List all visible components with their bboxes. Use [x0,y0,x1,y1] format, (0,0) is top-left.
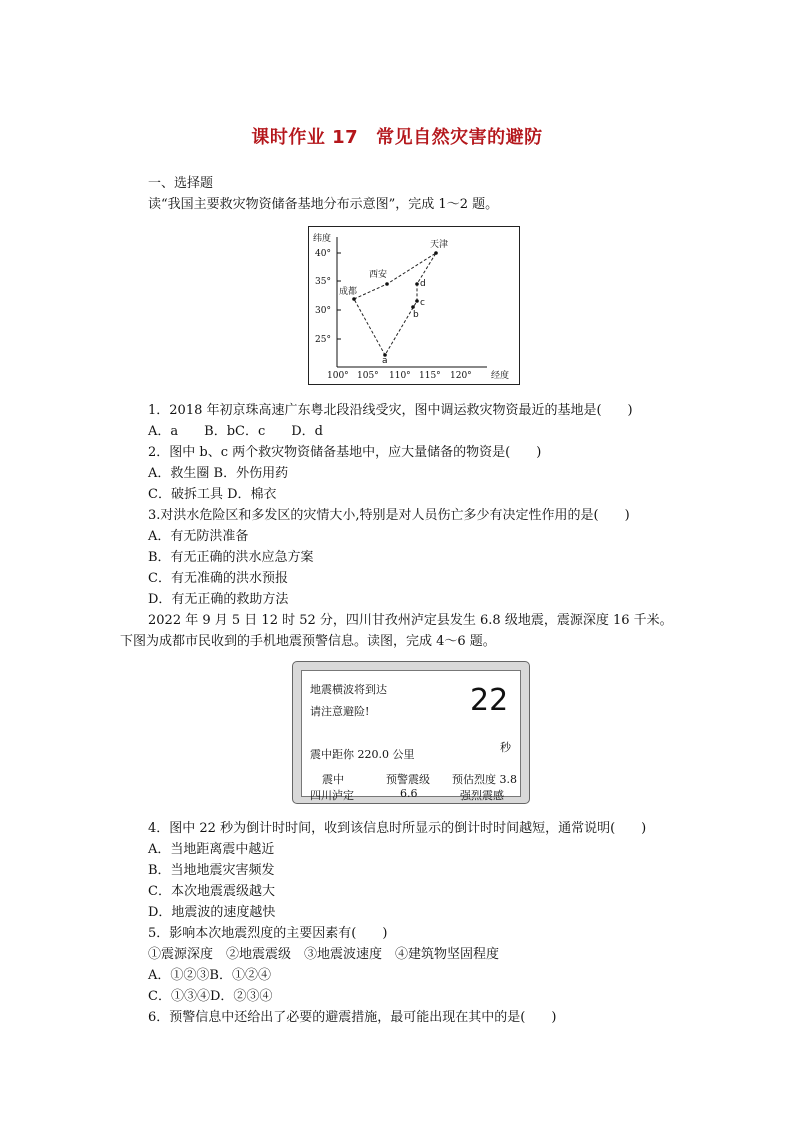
title-sub: 常见自然灾害的避防 [376,127,543,148]
tianjin-point [434,251,438,255]
y-tick: 30° [315,306,331,316]
q3-option-b: B．有无正确的洪水应急方案 [148,550,314,565]
title-main: 课时作业 17 [251,127,359,148]
q3-option-a: A．有无防洪准备 [148,529,249,544]
q4-option-d: D．地震波的速度越快 [148,905,276,920]
b-point [411,305,415,309]
magnitude-label: 预警震级 [386,773,430,786]
xian-point [385,282,389,286]
x-tick: 115° [419,371,441,381]
q4-option-b: B．当地地震灾害频发 [148,863,275,878]
epicenter-label: 震中 [322,773,344,786]
intro-earthquake-1: 2022 年 9 月 5 日 12 时 52 分，四川甘孜州泸定县发生 6.8 级地震，震源深度 16 千米。 [148,613,673,628]
section-heading: 一、选择题 [148,176,214,191]
q5-options-2: C．①③④D．②③④ [148,989,273,1004]
intensity-label: 预估烈度 3.8 [452,773,517,786]
distance-text: 震中距你 220.0 公里 [310,748,415,761]
question-5: 5．影响本次地震烈度的主要因素有( ) [148,926,388,941]
x-axis-label: 经度 [491,371,510,381]
countdown-number: 22 [470,683,509,718]
warning-line1: 地震横波将到达 [310,683,387,696]
map-figure [309,227,519,384]
q5-options-1: A．①②③B．①②④ [148,968,271,983]
q1-options: A．a B．bC．c D．d [148,424,323,439]
y-tick: 35° [315,277,331,287]
label-tianjin: 天津 [430,240,449,250]
label-c: c [420,298,425,308]
label-xian: 西安 [369,270,388,280]
warning-line2: 请注意避险! [310,705,370,718]
y-axis-label: 纬度 [313,234,332,244]
epicenter-value: 四川泸定 [310,789,354,802]
label-b: b [413,310,419,320]
intro-map: 读“我国主要救灾物资储备基地分布示意图”，完成 1～2 题。 [148,197,499,212]
x-tick: 110° [389,371,411,381]
q2-options-1: A．救生圈 B．外伤用药 [148,466,289,481]
chengdu-point [352,297,356,301]
question-3: 3.对洪水危险区和多发区的灾情大小,特别是对人员伤亡多少有决定性作用的是( ) [148,508,630,523]
intensity-value: 强烈震感 [460,789,504,802]
base-points [352,251,438,357]
x-tick: 100° [327,371,349,381]
magnitude-value: 6.6 [400,787,418,800]
question-2: 2．图中 b、c 两个救灾物资储备基地中，应大量储备的物资是( ) [148,445,542,460]
d-point [415,282,419,286]
countdown-unit: 秒 [500,741,511,754]
page-title [0,123,794,149]
q2-options-2: C．破拆工具 D．棉衣 [148,487,277,502]
question-6: 6．预警信息中还给出了必要的避震措施，最可能出现在其中的是( ) [148,1010,557,1025]
supply-base-map [308,226,520,385]
q4-option-c: C．本次地震震级越大 [148,884,275,899]
intro-earthquake-2: 下图为成都市民收到的手机地震预警信息。读图，完成 4～6 题。 [120,634,496,649]
y-tick: 40° [315,249,331,259]
q5-factor-list: ①震源深度 ②地震震级 ③地震波速度 ④建筑物坚固程度 [148,947,500,962]
q3-option-c: C．有无准确的洪水预报 [148,571,288,586]
x-tick: 105° [357,371,379,381]
q3-option-d: D．有无正确的救助方法 [148,592,289,607]
x-tick: 120° [450,371,472,381]
y-tick: 25° [315,335,331,345]
warning-screen [301,670,521,802]
q4-option-a: A．当地距离震中越近 [148,842,275,857]
phone-warning-figure [292,661,530,804]
label-chengdu: 成都 [339,287,358,297]
question-1: 1．2018 年初京珠高速广东粤北段沿线受灾，图中调运救灾物资最近的基地是( ) [148,403,633,418]
question-4: 4．图中 22 秒为倒计时时间，收到该信息时所显示的倒计时时间越短，通常说明( ) [148,821,647,836]
label-d: d [420,279,426,289]
label-a: a [382,356,388,366]
c-point [415,299,419,303]
